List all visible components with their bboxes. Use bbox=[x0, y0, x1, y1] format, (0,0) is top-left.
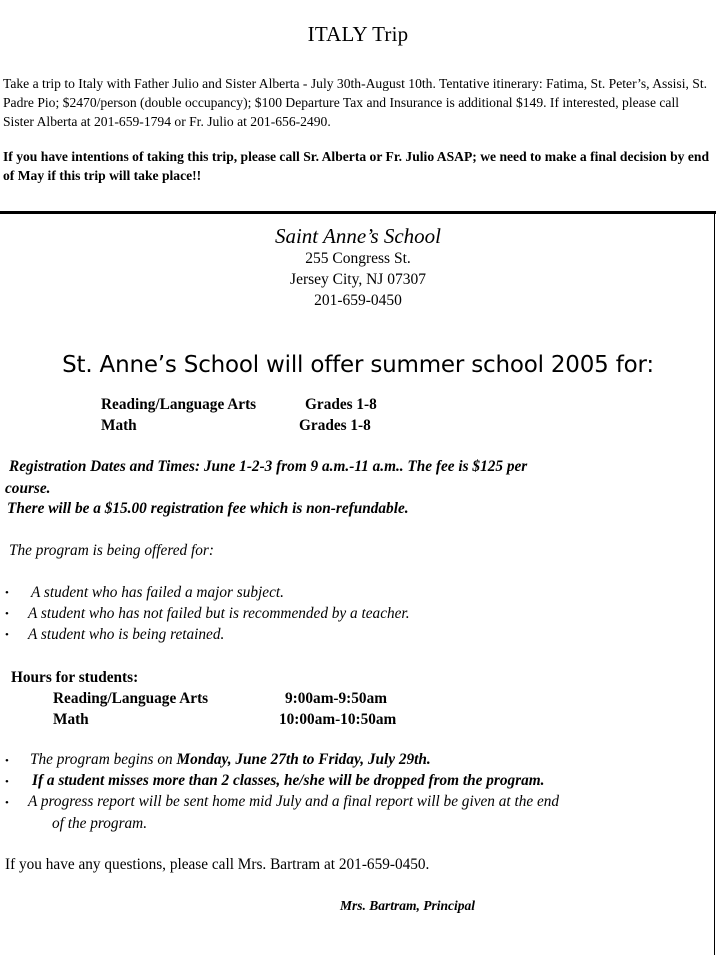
list-item: A student who has failed a major subject. bbox=[31, 584, 284, 601]
registration-line: Registration Dates and Times: June 1-2-3 from 9 a.m.-11 a.m.. The fee is $125 per bbox=[9, 458, 528, 475]
subject-grades: Grades 1-8 bbox=[299, 417, 371, 434]
subject-name: Reading/Language Arts bbox=[101, 396, 257, 413]
bullet-icon: • bbox=[5, 608, 9, 620]
registration-line: course. bbox=[5, 480, 51, 497]
trip-description: Take a trip to Italy with Father Julio and Sister Alberta - July 30th-August 10th. Tentative itinerary: Fatima, St. Peter’s, Assisi, St. Padre Pio; $2470/person (double occupancy); $100 Departure Tax and Insurance is additional $149. If interested, please call Sister Alberta at 201-659-1794 or Fr. Julio at 201-656-2490. bbox=[3, 76, 708, 129]
attendance-rule: If a student misses more than 2 classes, he/she will be dropped from the program. bbox=[32, 772, 545, 789]
bullet-icon: • bbox=[5, 755, 9, 767]
subject-name: Math bbox=[101, 417, 137, 434]
summer-school-headline: St. Anne’s School will offer summer school 2005 for: bbox=[62, 352, 654, 378]
program-dates bbox=[30, 751, 431, 769]
principal-signature: Mrs. Bartram, Principal bbox=[340, 898, 476, 913]
questions-contact: If you have any questions, please call Mrs. Bartram at 201-659-0450. bbox=[5, 856, 430, 873]
bullet-icon: • bbox=[5, 629, 9, 641]
section-border-right bbox=[714, 211, 715, 955]
progress-report-line: A progress report will be sent home mid July and a final report will be given at the end bbox=[28, 793, 560, 810]
trip-title: ITALY Trip bbox=[307, 22, 409, 46]
hours-subject: Reading/Language Arts bbox=[53, 690, 209, 707]
program-begins-prefix: The program begins on bbox=[30, 751, 177, 768]
registration-fee: There will be a $15.00 registration fee which is non-refundable. bbox=[7, 500, 409, 517]
list-item: A student who is being retained. bbox=[28, 626, 225, 643]
school-name: Saint Anne’s School bbox=[274, 224, 442, 248]
hours-subject: Math bbox=[53, 711, 89, 728]
bullet-icon: • bbox=[5, 776, 9, 788]
bullet-icon: • bbox=[5, 587, 9, 599]
trip-urgent-notice: If you have intentions of taking this trip, please call Sr. Alberta or Fr. Julio ASAP; we need to make a final decision by end of May if this trip will take place!! bbox=[3, 149, 710, 183]
bullet-icon: • bbox=[5, 797, 9, 809]
school-city: Jersey City, NJ 07307 bbox=[290, 271, 426, 288]
program-intro: The program is being offered for: bbox=[9, 542, 214, 559]
school-street: 255 Congress St. bbox=[305, 250, 411, 267]
subject-grades: Grades 1-8 bbox=[305, 396, 377, 413]
program-dates-value: Monday, June 27th to Friday, July 29th. bbox=[176, 751, 431, 768]
school-phone: 201-659-0450 bbox=[314, 292, 402, 309]
progress-report-line: of the program. bbox=[52, 815, 148, 832]
section-divider bbox=[0, 211, 716, 214]
hours-time: 9:00am-9:50am bbox=[285, 690, 387, 707]
list-item: A student who has not failed but is recommended by a teacher. bbox=[28, 605, 410, 622]
hours-time: 10:00am-10:50am bbox=[279, 711, 397, 728]
hours-heading: Hours for students: bbox=[11, 669, 139, 686]
